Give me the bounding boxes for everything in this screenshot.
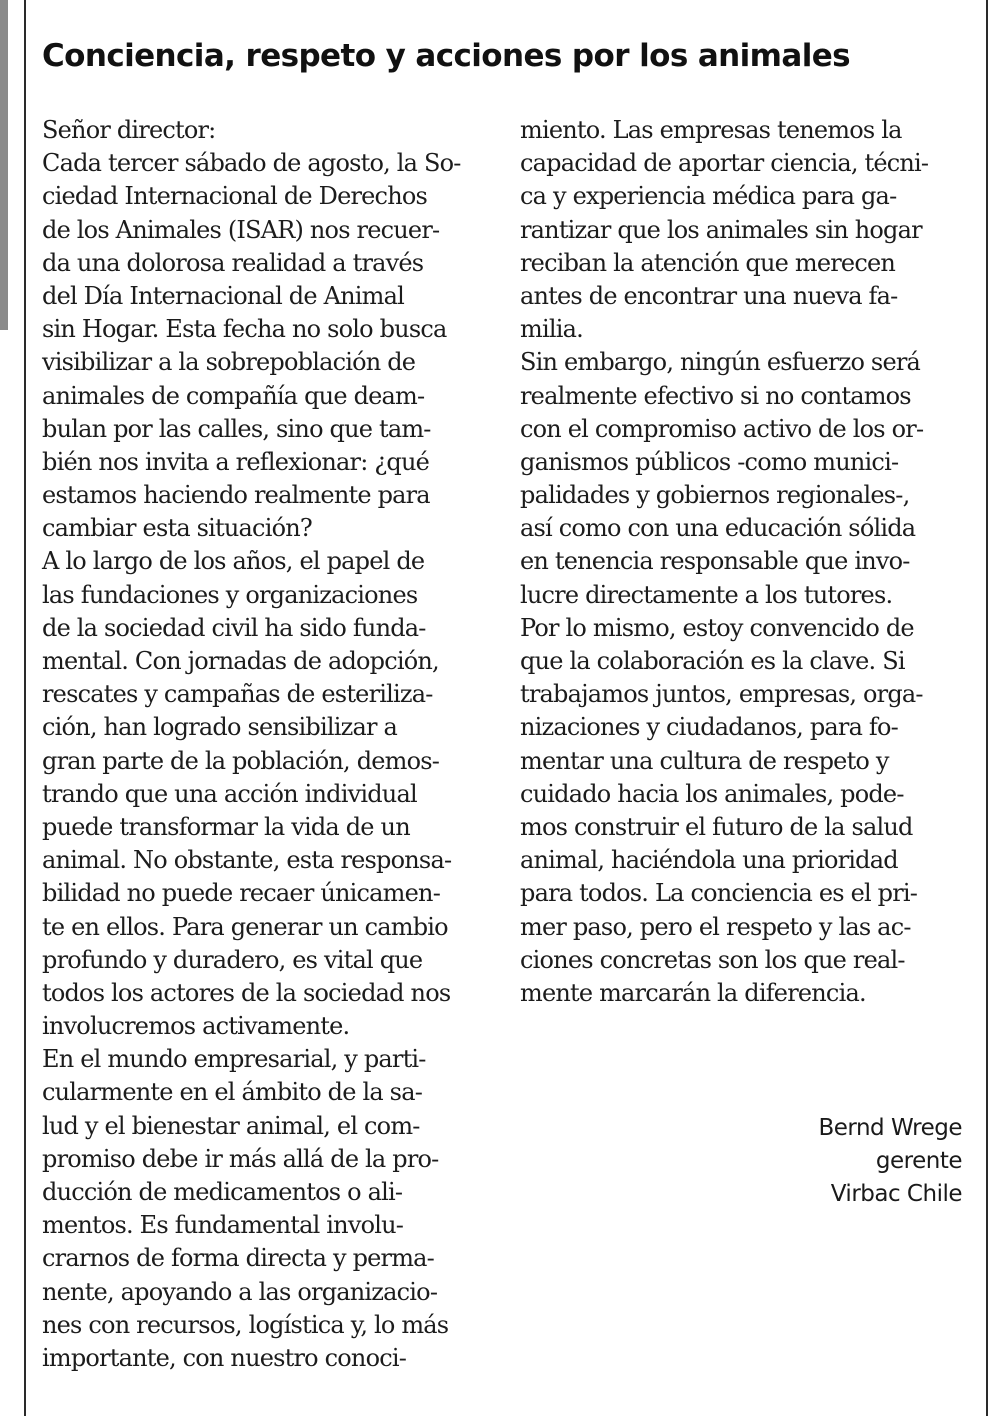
text-line: bulan por las calles, sino que tam- xyxy=(42,414,431,443)
text-line: animales de compañía que deam- xyxy=(42,381,425,410)
text-line: puede transformar la vida de un xyxy=(42,812,410,841)
text-line: te en ellos. Para generar un cambio xyxy=(42,912,448,941)
column-divider-right xyxy=(986,0,988,1416)
author-name: Bernd Wrege xyxy=(818,1115,962,1141)
text-line: miento. Las empresas tenemos la xyxy=(520,116,902,144)
author-company: Virbac Chile xyxy=(830,1181,962,1207)
adjacent-article-fragment xyxy=(0,0,8,330)
text-line: ducción de medicamentos o ali- xyxy=(42,1178,403,1206)
text-line: capacidad de aportar ciencia, técni- xyxy=(520,149,929,178)
text-line: cambiar esta situación? xyxy=(42,514,312,543)
text-line: Cada tercer sábado de agosto, la So- xyxy=(42,149,461,178)
text-line: sin Hogar. Esta fecha no solo busca xyxy=(42,315,447,344)
article-column-left xyxy=(42,114,492,1375)
text-line: mer paso, pero el respeto y las ac- xyxy=(520,912,911,941)
text-line: ción, han logrado sensibilizar a xyxy=(42,713,397,742)
text-line: promiso debe ir más allá de la pro- xyxy=(42,1144,439,1173)
text-line: de los Animales (ISAR) nos recuer- xyxy=(42,215,440,244)
text-line: animal. No obstante, esta responsa- xyxy=(42,846,452,875)
text-line: ganismos públicos -como munici- xyxy=(520,447,899,476)
text-line: En el mundo empresarial, y parti- xyxy=(42,1045,426,1074)
text-line: trando que una acción individual xyxy=(42,779,417,808)
text-line: con el compromiso activo de los or- xyxy=(520,414,924,443)
text-line: realmente efectivo si no contamos xyxy=(520,381,911,410)
author-signature xyxy=(818,1112,962,1211)
text-line: rantizar que los animales sin hogar xyxy=(520,215,922,244)
text-line: del Día Internacional de Animal xyxy=(42,281,404,310)
text-line: bién nos invita a reflexionar: ¿qué xyxy=(42,447,430,476)
text-line: reciban la atención que merecen xyxy=(520,248,896,277)
text-line: trabajamos juntos, empresas, orga- xyxy=(520,680,923,709)
text-line: Por lo mismo, estoy convencido de xyxy=(520,613,914,642)
text-line: importante, con nuestro conoci- xyxy=(42,1343,407,1372)
text-line: mos construir el futuro de la salud xyxy=(520,812,913,841)
text-line: mente marcarán la diferencia. xyxy=(520,978,866,1007)
text-line: mentar una cultura de respeto y xyxy=(520,746,889,775)
text-line: gran parte de la población, demos- xyxy=(42,746,440,775)
text-line: cuidado hacia los animales, pode- xyxy=(520,779,904,808)
text-line: cularmente en el ámbito de la sa- xyxy=(42,1078,423,1107)
text-line: A lo largo de los años, el papel de xyxy=(42,547,425,576)
text-line: crarnos de forma directa y perma- xyxy=(42,1244,434,1273)
text-line: todos los actores de la sociedad nos xyxy=(42,978,451,1007)
text-line: nente, apoyando a las organizacio- xyxy=(42,1277,438,1306)
text-line: ciedad Internacional de Derechos xyxy=(42,182,428,211)
text-line: rescates y campañas de esteriliza- xyxy=(42,680,433,709)
text-line: palidades y gobiernos regionales-, xyxy=(520,481,910,510)
column-divider-left xyxy=(24,0,26,1416)
text-line: para todos. La conciencia es el pri- xyxy=(520,879,918,908)
text-line: ciones concretas son los que real- xyxy=(520,945,905,974)
text-line: lucre directamente a los tutores. xyxy=(520,580,893,609)
text-line: Señor director: xyxy=(42,116,216,144)
article-column-right xyxy=(520,114,970,1010)
text-line: en tenencia responsable que invo- xyxy=(520,547,910,576)
text-line: antes de encontrar una nueva fa- xyxy=(520,281,898,310)
author-role: gerente xyxy=(875,1148,962,1174)
text-line: nes con recursos, logística y, lo más xyxy=(42,1310,449,1339)
text-line: bilidad no puede recaer únicamen- xyxy=(42,879,441,908)
text-line: mental. Con jornadas de adopción, xyxy=(42,647,439,675)
text-line: profundo y duradero, es vital que xyxy=(42,945,423,974)
article-headline: Conciencia, respeto y acciones por los animales xyxy=(42,38,850,74)
text-line: milia. xyxy=(520,315,583,344)
text-line: da una dolorosa realidad a través xyxy=(42,248,424,277)
text-line: estamos haciendo realmente para xyxy=(42,481,430,510)
text-line: lud y el bienestar animal, el com- xyxy=(42,1111,420,1140)
text-line: Sin embargo, ningún esfuerzo será xyxy=(520,348,921,377)
text-line: las fundaciones y organizaciones xyxy=(42,580,418,609)
text-line: ca y experiencia médica para ga- xyxy=(520,182,897,211)
text-line: de la sociedad civil ha sido funda- xyxy=(42,613,426,642)
text-line: que la colaboración es la clave. Si xyxy=(520,647,905,675)
text-line: así como con una educación sólida xyxy=(520,514,916,543)
text-line: visibilizar a la sobrepoblación de xyxy=(42,348,416,377)
text-line: involucremos activamente. xyxy=(42,1012,350,1041)
text-line: nizaciones y ciudadanos, para fo- xyxy=(520,713,898,742)
text-line: mentos. Es fundamental involu- xyxy=(42,1211,404,1240)
text-line: animal, haciéndola una prioridad xyxy=(520,846,898,875)
